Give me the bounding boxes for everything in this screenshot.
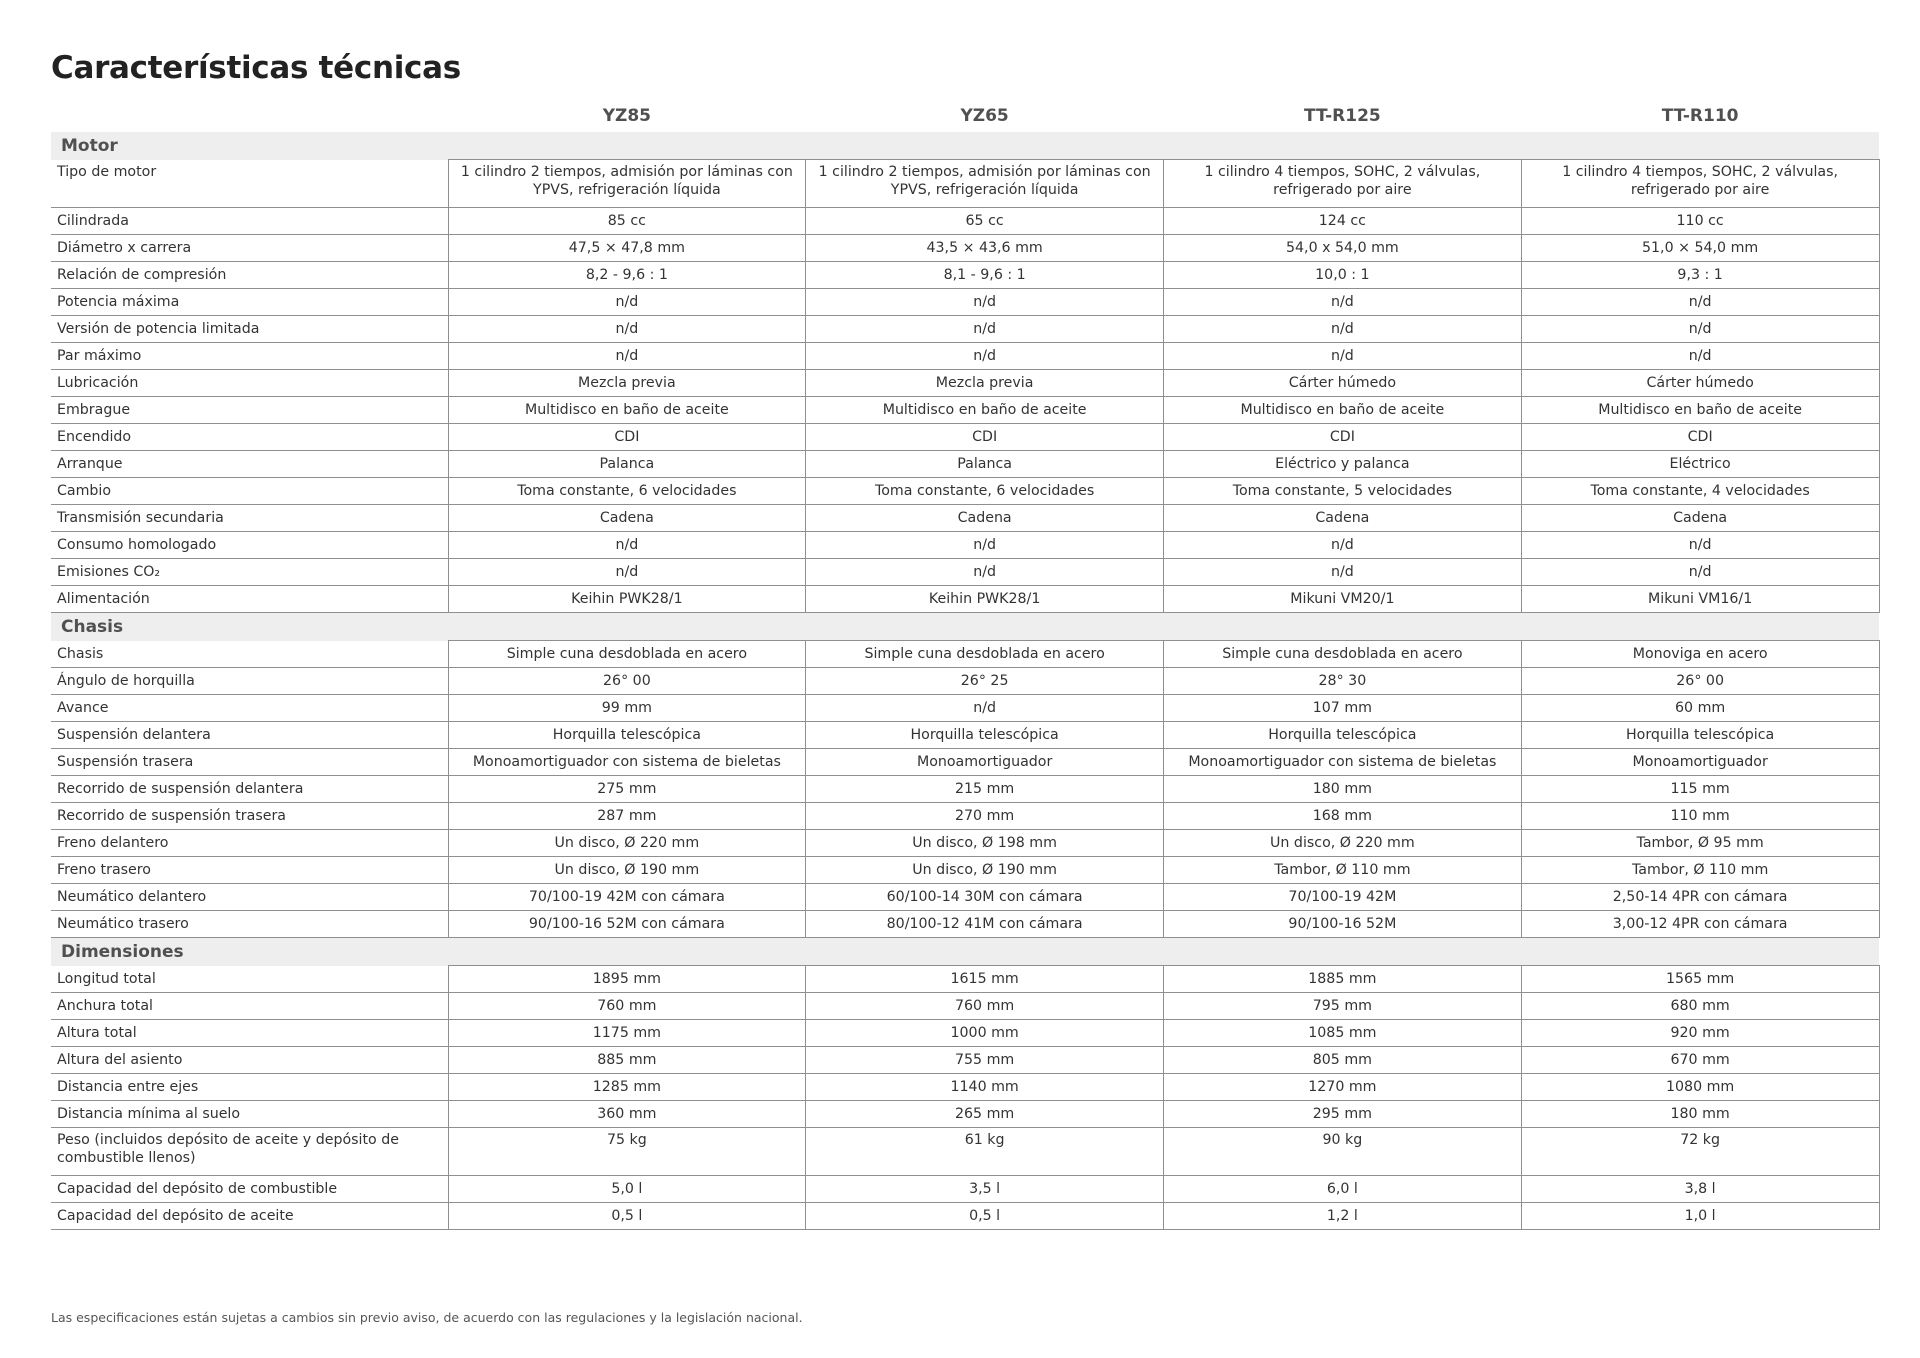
spec-value-cell: Mezcla previa: [448, 370, 806, 397]
spec-value-cell: Palanca: [448, 451, 806, 478]
row-label: Suspensión delantera: [51, 722, 448, 749]
table-row: [51, 478, 1879, 505]
row-label: Longitud total: [51, 966, 448, 993]
spec-value-cell: Simple cuna desdoblada en acero: [806, 641, 1164, 668]
spec-value-cell: n/d: [1521, 316, 1879, 343]
section-header-row: [51, 613, 1879, 641]
row-label: Distancia mínima al suelo: [51, 1101, 448, 1128]
spec-value-cell: Toma constante, 5 velocidades: [1164, 478, 1522, 505]
table-row: [51, 424, 1879, 451]
table-row: [51, 1020, 1879, 1047]
spec-value-cell: 680 mm: [1521, 993, 1879, 1020]
spec-value-cell: 1 cilindro 2 tiempos, admisión por láminas con YPVS, refrigeración líquida: [448, 160, 806, 208]
row-label: Altura del asiento: [51, 1047, 448, 1074]
spec-value-cell: Cadena: [448, 505, 806, 532]
spec-value-cell: Multidisco en baño de aceite: [448, 397, 806, 424]
row-label: Emisiones CO₂: [51, 559, 448, 586]
spec-value-cell: 3,5 l: [806, 1176, 1164, 1203]
spec-table-body: [51, 132, 1879, 1230]
spec-value-cell: Keihin PWK28/1: [806, 586, 1164, 613]
spec-value-cell: 168 mm: [1164, 803, 1522, 830]
spec-value-cell: 9,3 : 1: [1521, 262, 1879, 289]
row-label: Ángulo de horquilla: [51, 668, 448, 695]
table-row: [51, 668, 1879, 695]
spec-value-cell: CDI: [448, 424, 806, 451]
spec-value-cell: n/d: [806, 559, 1164, 586]
row-label: Potencia máxima: [51, 289, 448, 316]
table-row: [51, 289, 1879, 316]
table-row: [51, 1203, 1879, 1230]
row-label: Chasis: [51, 641, 448, 668]
spec-value-cell: 295 mm: [1164, 1101, 1522, 1128]
spec-value-cell: n/d: [1521, 289, 1879, 316]
spec-value-cell: n/d: [448, 559, 806, 586]
spec-value-cell: CDI: [1521, 424, 1879, 451]
spec-value-cell: Multidisco en baño de aceite: [1164, 397, 1522, 424]
spec-value-cell: Keihin PWK28/1: [448, 586, 806, 613]
spec-value-cell: Eléctrico y palanca: [1164, 451, 1522, 478]
spec-value-cell: Cadena: [1521, 505, 1879, 532]
spec-value-cell: Palanca: [806, 451, 1164, 478]
spec-value-cell: Un disco, Ø 190 mm: [448, 857, 806, 884]
table-row: [51, 505, 1879, 532]
spec-value-cell: n/d: [448, 316, 806, 343]
spec-value-cell: 10,0 : 1: [1164, 262, 1522, 289]
spec-value-cell: 3,8 l: [1521, 1176, 1879, 1203]
section-title: Chasis: [51, 613, 1879, 641]
spec-value-cell: Cárter húmedo: [1164, 370, 1522, 397]
spec-value-cell: n/d: [1521, 559, 1879, 586]
table-row: [51, 235, 1879, 262]
table-row: [51, 1074, 1879, 1101]
spec-value-cell: 26° 00: [448, 668, 806, 695]
table-row: [51, 911, 1879, 938]
spec-value-cell: n/d: [806, 343, 1164, 370]
spec-value-cell: 270 mm: [806, 803, 1164, 830]
row-label: Neumático trasero: [51, 911, 448, 938]
table-row: [51, 1176, 1879, 1203]
spec-value-cell: n/d: [1164, 532, 1522, 559]
model-header-row: [51, 100, 1879, 132]
spec-value-cell: 124 cc: [1164, 208, 1522, 235]
table-row: [51, 830, 1879, 857]
spec-value-cell: 90/100-16 52M: [1164, 911, 1522, 938]
spec-value-cell: Cárter húmedo: [1521, 370, 1879, 397]
section-title: Motor: [51, 132, 1879, 160]
row-label: Alimentación: [51, 586, 448, 613]
table-row: [51, 1128, 1879, 1176]
row-label: Freno delantero: [51, 830, 448, 857]
spec-value-cell: 75 kg: [448, 1128, 806, 1176]
spec-value-cell: 110 cc: [1521, 208, 1879, 235]
spec-value-cell: Un disco, Ø 220 mm: [448, 830, 806, 857]
table-row: [51, 370, 1879, 397]
model-heading: TT-R125: [1304, 106, 1381, 126]
spec-value-cell: 47,5 × 47,8 mm: [448, 235, 806, 262]
row-label: Encendido: [51, 424, 448, 451]
table-row: [51, 993, 1879, 1020]
spec-value-cell: 110 mm: [1521, 803, 1879, 830]
spec-value-cell: 265 mm: [806, 1101, 1164, 1128]
spec-value-cell: 215 mm: [806, 776, 1164, 803]
model-heading: YZ65: [960, 106, 1009, 126]
footnote: Las especificaciones están sujetas a cambios sin previo aviso, de acuerdo con las regulaciones y la legislación nacional.: [51, 1310, 803, 1325]
spec-value-cell: 43,5 × 43,6 mm: [806, 235, 1164, 262]
spec-value-cell: 805 mm: [1164, 1047, 1522, 1074]
spec-value-cell: 26° 00: [1521, 668, 1879, 695]
row-label: Suspensión trasera: [51, 749, 448, 776]
spec-value-cell: 28° 30: [1164, 668, 1522, 695]
table-row: [51, 1101, 1879, 1128]
spec-value-cell: 1000 mm: [806, 1020, 1164, 1047]
spec-value-cell: 6,0 l: [1164, 1176, 1522, 1203]
row-label: Cilindrada: [51, 208, 448, 235]
spec-value-cell: n/d: [806, 316, 1164, 343]
table-row: [51, 451, 1879, 478]
row-label: Versión de potencia limitada: [51, 316, 448, 343]
spec-value-cell: 1270 mm: [1164, 1074, 1522, 1101]
spec-value-cell: Horquilla telescópica: [448, 722, 806, 749]
spec-value-cell: 1 cilindro 4 tiempos, SOHC, 2 válvulas, refrigerado por aire: [1521, 160, 1879, 208]
table-row: [51, 749, 1879, 776]
spec-value-cell: 3,00-12 4PR con cámara: [1521, 911, 1879, 938]
table-row: [51, 316, 1879, 343]
spec-value-cell: 115 mm: [1521, 776, 1879, 803]
spec-value-cell: n/d: [1521, 532, 1879, 559]
spec-value-cell: Mezcla previa: [806, 370, 1164, 397]
table-row: [51, 262, 1879, 289]
spec-value-cell: n/d: [1164, 316, 1522, 343]
section-title: Dimensiones: [51, 938, 1879, 966]
spec-value-cell: n/d: [1164, 343, 1522, 370]
spec-value-cell: Cadena: [806, 505, 1164, 532]
spec-value-cell: 1895 mm: [448, 966, 806, 993]
table-row: [51, 857, 1879, 884]
spec-value-cell: 1085 mm: [1164, 1020, 1522, 1047]
spec-value-cell: 1285 mm: [448, 1074, 806, 1101]
spec-value-cell: 0,5 l: [806, 1203, 1164, 1230]
table-row: [51, 803, 1879, 830]
spec-value-cell: 5,0 l: [448, 1176, 806, 1203]
row-label: Avance: [51, 695, 448, 722]
spec-value-cell: CDI: [806, 424, 1164, 451]
row-label: Capacidad del depósito de aceite: [51, 1203, 448, 1230]
spec-value-cell: Monoviga en acero: [1521, 641, 1879, 668]
spec-value-cell: 85 cc: [448, 208, 806, 235]
table-row: [51, 641, 1879, 668]
spec-value-cell: Un disco, Ø 198 mm: [806, 830, 1164, 857]
row-label: Par máximo: [51, 343, 448, 370]
spec-value-cell: 8,1 - 9,6 : 1: [806, 262, 1164, 289]
spec-value-cell: 1080 mm: [1521, 1074, 1879, 1101]
page-title: Características técnicas: [51, 50, 461, 86]
spec-value-cell: n/d: [448, 532, 806, 559]
spec-value-cell: 180 mm: [1164, 776, 1522, 803]
spec-value-cell: Tambor, Ø 110 mm: [1164, 857, 1522, 884]
spec-value-cell: Simple cuna desdoblada en acero: [448, 641, 806, 668]
spec-value-cell: n/d: [806, 695, 1164, 722]
spec-value-cell: Mikuni VM20/1: [1164, 586, 1522, 613]
spec-value-cell: Monoamortiguador con sistema de bieletas: [1164, 749, 1522, 776]
spec-value-cell: 2,50-14 4PR con cámara: [1521, 884, 1879, 911]
row-label: Capacidad del depósito de combustible: [51, 1176, 448, 1203]
spec-value-cell: Tambor, Ø 110 mm: [1521, 857, 1879, 884]
row-label: Recorrido de suspensión delantera: [51, 776, 448, 803]
table-row: [51, 1047, 1879, 1074]
table-row: [51, 208, 1879, 235]
row-label: Lubricación: [51, 370, 448, 397]
spec-value-cell: Multidisco en baño de aceite: [806, 397, 1164, 424]
spec-value-cell: Mikuni VM16/1: [1521, 586, 1879, 613]
spec-value-cell: 670 mm: [1521, 1047, 1879, 1074]
spec-value-cell: Horquilla telescópica: [1164, 722, 1522, 749]
spec-value-cell: 1 cilindro 4 tiempos, SOHC, 2 válvulas, refrigerado por aire: [1164, 160, 1522, 208]
row-label: Relación de compresión: [51, 262, 448, 289]
table-row: [51, 559, 1879, 586]
spec-value-cell: Un disco, Ø 190 mm: [806, 857, 1164, 884]
spec-value-cell: Cadena: [1164, 505, 1522, 532]
spec-value-cell: Toma constante, 4 velocidades: [1521, 478, 1879, 505]
spec-value-cell: Un disco, Ø 220 mm: [1164, 830, 1522, 857]
spec-value-cell: Horquilla telescópica: [806, 722, 1164, 749]
table-row: [51, 776, 1879, 803]
spec-value-cell: 107 mm: [1164, 695, 1522, 722]
spec-value-cell: 65 cc: [806, 208, 1164, 235]
spec-value-cell: 920 mm: [1521, 1020, 1879, 1047]
table-row: [51, 695, 1879, 722]
spec-value-cell: 1615 mm: [806, 966, 1164, 993]
spec-value-cell: 1,2 l: [1164, 1203, 1522, 1230]
row-label: Distancia entre ejes: [51, 1074, 448, 1101]
spec-value-cell: 755 mm: [806, 1047, 1164, 1074]
row-label: Peso (incluidos depósito de aceite y depósito de combustible llenos): [51, 1128, 448, 1176]
spec-value-cell: Toma constante, 6 velocidades: [448, 478, 806, 505]
spec-value-cell: 0,5 l: [448, 1203, 806, 1230]
row-label: Consumo homologado: [51, 532, 448, 559]
spec-value-cell: Toma constante, 6 velocidades: [806, 478, 1164, 505]
spec-value-cell: 60 mm: [1521, 695, 1879, 722]
row-label: Freno trasero: [51, 857, 448, 884]
spec-value-cell: 90/100-16 52M con cámara: [448, 911, 806, 938]
table-row: [51, 532, 1879, 559]
spec-value-cell: 54,0 x 54,0 mm: [1164, 235, 1522, 262]
spec-value-cell: 61 kg: [806, 1128, 1164, 1176]
spec-value-cell: 885 mm: [448, 1047, 806, 1074]
spec-value-cell: 760 mm: [448, 993, 806, 1020]
spec-value-cell: n/d: [806, 532, 1164, 559]
spec-value-cell: 360 mm: [448, 1101, 806, 1128]
table-row: [51, 397, 1879, 424]
spec-value-cell: 70/100-19 42M: [1164, 884, 1522, 911]
spec-value-cell: 275 mm: [448, 776, 806, 803]
row-label: Arranque: [51, 451, 448, 478]
row-label: Diámetro x carrera: [51, 235, 448, 262]
spec-value-cell: 90 kg: [1164, 1128, 1522, 1176]
spec-value-cell: 80/100-12 41M con cámara: [806, 911, 1164, 938]
row-label: Neumático delantero: [51, 884, 448, 911]
spec-value-cell: 70/100-19 42M con cámara: [448, 884, 806, 911]
spec-value-cell: n/d: [448, 343, 806, 370]
row-label: Anchura total: [51, 993, 448, 1020]
row-label: Altura total: [51, 1020, 448, 1047]
spec-value-cell: Eléctrico: [1521, 451, 1879, 478]
table-row: [51, 160, 1879, 208]
spec-value-cell: n/d: [1164, 559, 1522, 586]
header-corner: [51, 100, 448, 132]
table-row: [51, 966, 1879, 993]
spec-value-cell: 1565 mm: [1521, 966, 1879, 993]
spec-value-cell: 1175 mm: [448, 1020, 806, 1047]
table-row: [51, 884, 1879, 911]
spec-value-cell: 287 mm: [448, 803, 806, 830]
spec-value-cell: 8,2 - 9,6 : 1: [448, 262, 806, 289]
spec-value-cell: CDI: [1164, 424, 1522, 451]
spec-value-cell: 1 cilindro 2 tiempos, admisión por láminas con YPVS, refrigeración líquida: [806, 160, 1164, 208]
spec-value-cell: 1,0 l: [1521, 1203, 1879, 1230]
row-label: Recorrido de suspensión trasera: [51, 803, 448, 830]
table-row: [51, 586, 1879, 613]
spec-value-cell: 72 kg: [1521, 1128, 1879, 1176]
spec-value-cell: n/d: [448, 289, 806, 316]
table-row: [51, 722, 1879, 749]
spec-value-cell: 795 mm: [1164, 993, 1522, 1020]
spec-value-cell: 60/100-14 30M con cámara: [806, 884, 1164, 911]
section-header-row: [51, 132, 1879, 160]
spec-value-cell: Monoamortiguador: [806, 749, 1164, 776]
spec-value-cell: 26° 25: [806, 668, 1164, 695]
spec-value-cell: Tambor, Ø 95 mm: [1521, 830, 1879, 857]
spec-value-cell: Monoamortiguador: [1521, 749, 1879, 776]
spec-value-cell: n/d: [1521, 343, 1879, 370]
spec-value-cell: n/d: [806, 289, 1164, 316]
spec-value-cell: 99 mm: [448, 695, 806, 722]
spec-value-cell: 760 mm: [806, 993, 1164, 1020]
section-header-row: [51, 938, 1879, 966]
spec-value-cell: Monoamortiguador con sistema de bieletas: [448, 749, 806, 776]
model-heading: TT-R110: [1661, 106, 1739, 126]
spec-value-cell: 180 mm: [1521, 1101, 1879, 1128]
row-label: Transmisión secundaria: [51, 505, 448, 532]
row-label: Embrague: [51, 397, 448, 424]
spec-table: [51, 100, 1880, 1230]
row-label: Tipo de motor: [51, 160, 448, 208]
spec-value-cell: n/d: [1164, 289, 1522, 316]
spec-value-cell: Multidisco en baño de aceite: [1521, 397, 1879, 424]
row-label: Cambio: [51, 478, 448, 505]
spec-value-cell: Simple cuna desdoblada en acero: [1164, 641, 1522, 668]
spec-value-cell: 1140 mm: [806, 1074, 1164, 1101]
table-row: [51, 343, 1879, 370]
spec-value-cell: 1885 mm: [1164, 966, 1522, 993]
spec-value-cell: 51,0 × 54,0 mm: [1521, 235, 1879, 262]
model-heading: YZ85: [602, 106, 652, 126]
spec-value-cell: Horquilla telescópica: [1521, 722, 1879, 749]
